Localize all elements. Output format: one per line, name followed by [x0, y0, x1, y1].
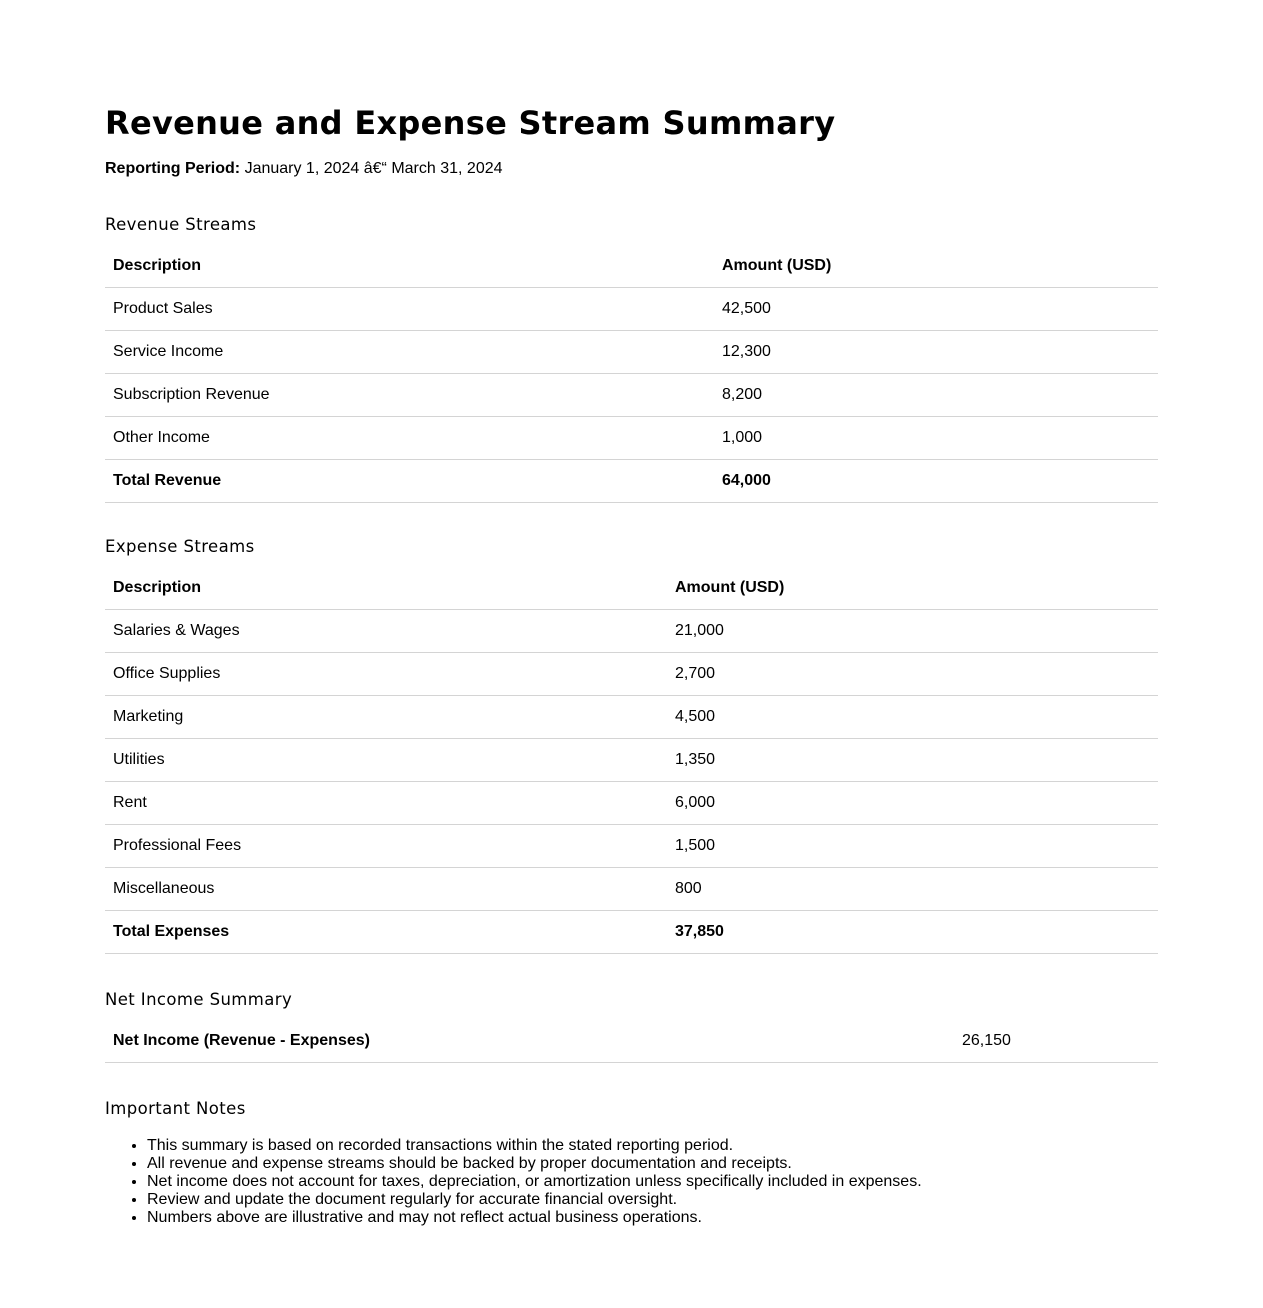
column-header-amount: Amount (USD): [714, 245, 1158, 288]
total-expenses-row: [105, 911, 1158, 954]
table-header-row: [105, 245, 1158, 288]
net-income-amount: 26,150: [954, 1020, 1158, 1063]
list-item: • Net income does not account for taxes, depreciation, or amortization unless specifically included in expenses.: [147, 1173, 1158, 1191]
net-income-label: Net Income (Revenue - Expenses): [105, 1020, 954, 1063]
revenue-table: [105, 245, 1158, 503]
row-amount: 42,500: [714, 288, 1158, 331]
table-row: [105, 417, 1158, 460]
table-row: [105, 739, 1158, 782]
page-title: Revenue and Expense Stream Summary: [105, 104, 836, 142]
expenses-table: [105, 567, 1158, 954]
row-amount: 1,350: [667, 739, 1158, 782]
list-item: • Numbers above are illustrative and may not reflect actual business operations.: [147, 1209, 1158, 1227]
row-amount: 1,000: [714, 417, 1158, 460]
table-row: [105, 868, 1158, 911]
row-amount: 800: [667, 868, 1158, 911]
list-item: • This summary is based on recorded transactions within the stated reporting period.: [147, 1137, 1158, 1155]
expenses-heading: Expense Streams: [105, 537, 255, 556]
row-description: Miscellaneous: [105, 868, 667, 911]
table-row: [105, 653, 1158, 696]
total-expenses-amount: 37,850: [667, 911, 1158, 954]
row-amount: 21,000: [667, 610, 1158, 653]
column-header-description: Description: [105, 567, 667, 610]
row-description: Subscription Revenue: [105, 374, 714, 417]
row-description: Office Supplies: [105, 653, 667, 696]
row-amount: 1,500: [667, 825, 1158, 868]
row-amount: 12,300: [714, 331, 1158, 374]
total-revenue-amount: 64,000: [714, 460, 1158, 503]
net-income-heading: Net Income Summary: [105, 990, 293, 1009]
notes-heading: Important Notes: [105, 1099, 246, 1118]
table-row: [105, 331, 1158, 374]
notes-list: [105, 1137, 1158, 1227]
row-amount: 4,500: [667, 696, 1158, 739]
row-description: Salaries & Wages: [105, 610, 667, 653]
net-income-row: [105, 1020, 1158, 1063]
row-description: Utilities: [105, 739, 667, 782]
document-page: [105, 0, 1158, 1227]
table-row: [105, 610, 1158, 653]
list-item: • All revenue and expense streams should be backed by proper documentation and receipts.: [147, 1155, 1158, 1173]
total-revenue-label: Total Revenue: [105, 460, 714, 503]
table-row: [105, 288, 1158, 331]
row-description: Service Income: [105, 331, 714, 374]
row-amount: 6,000: [667, 782, 1158, 825]
reporting-period-label: Reporting Period:: [105, 160, 241, 177]
row-description: Professional Fees: [105, 825, 667, 868]
total-revenue-row: [105, 460, 1158, 503]
list-item: • Review and update the document regularly for accurate financial oversight.: [147, 1191, 1158, 1209]
column-header-amount: Amount (USD): [667, 567, 1158, 610]
row-description: Rent: [105, 782, 667, 825]
table-row: [105, 825, 1158, 868]
row-description: Product Sales: [105, 288, 714, 331]
column-header-description: Description: [105, 245, 714, 288]
total-expenses-label: Total Expenses: [105, 911, 667, 954]
table-row: [105, 696, 1158, 739]
row-description: Other Income: [105, 417, 714, 460]
table-header-row: [105, 567, 1158, 610]
row-amount: 2,700: [667, 653, 1158, 696]
table-row: [105, 374, 1158, 417]
row-amount: 8,200: [714, 374, 1158, 417]
reporting-period-value: January 1, 2024 â€“ March 31, 2024: [244, 160, 503, 177]
reporting-period: [105, 159, 1158, 179]
row-description: Marketing: [105, 696, 667, 739]
revenue-heading: Revenue Streams: [105, 215, 257, 234]
net-income-table: [105, 1020, 1158, 1063]
table-row: [105, 782, 1158, 825]
